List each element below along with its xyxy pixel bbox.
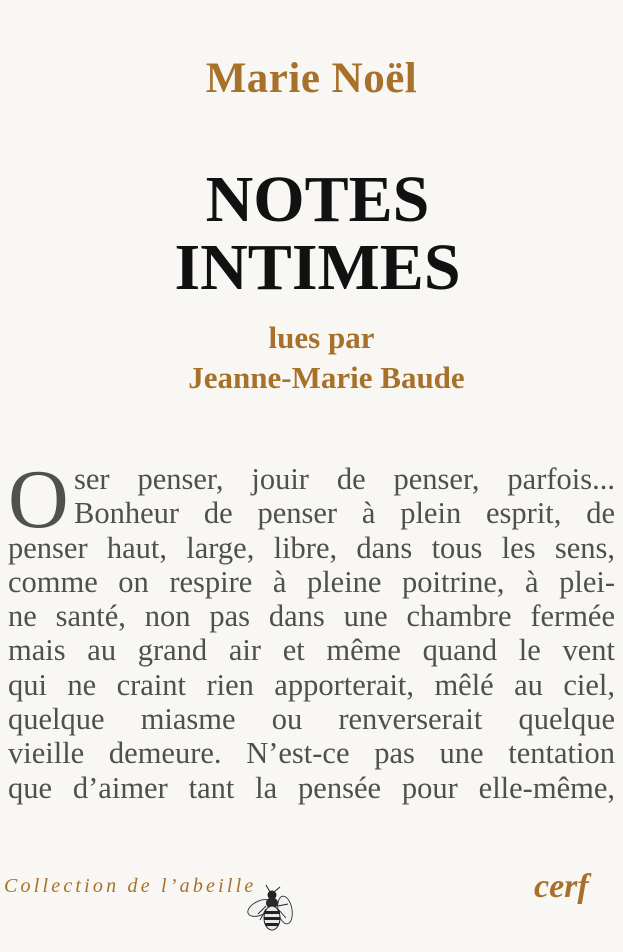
collection-label: Collection de l’abeille — [4, 875, 257, 897]
excerpt-line: comme on respire à pleine poitrine, à plei- — [8, 564, 615, 599]
excerpt-line: ser penser, jouir de penser, parfois... — [74, 462, 615, 496]
subtitle-line-1: lues par — [268, 320, 375, 355]
bee-icon — [246, 884, 298, 936]
author-name: Marie Noël — [205, 55, 418, 102]
drop-cap: O — [8, 453, 69, 546]
title-line-2: INTIMES — [174, 231, 461, 304]
excerpt-line: vieille demeure. N’est-ce pas une tentation — [8, 736, 615, 771]
excerpt-line: mais au grand air et même quand le vent — [8, 633, 615, 668]
publisher-logo: cerf — [534, 868, 589, 905]
excerpt-line: penser haut, large, libre, dans tous les sens, — [8, 530, 615, 565]
excerpt-line: Bonheur de penser à plein esprit, de — [74, 496, 615, 531]
excerpt-line: que d’aimer tant la pensée pour elle-même, — [8, 770, 615, 805]
reader-name: Jeanne-Marie Baude — [188, 360, 465, 395]
book-title — [0, 163, 623, 304]
title-line-1: NOTES — [205, 163, 430, 236]
excerpt-line: ne santé, non pas dans une chambre fermée — [8, 599, 615, 634]
excerpt-text — [8, 453, 615, 805]
excerpt-line: quelque miasme ou renverserait quelque — [8, 702, 615, 737]
subtitle — [0, 318, 623, 398]
excerpt-line: qui ne craint rien apporterait, mêlé au ciel, — [8, 667, 615, 702]
